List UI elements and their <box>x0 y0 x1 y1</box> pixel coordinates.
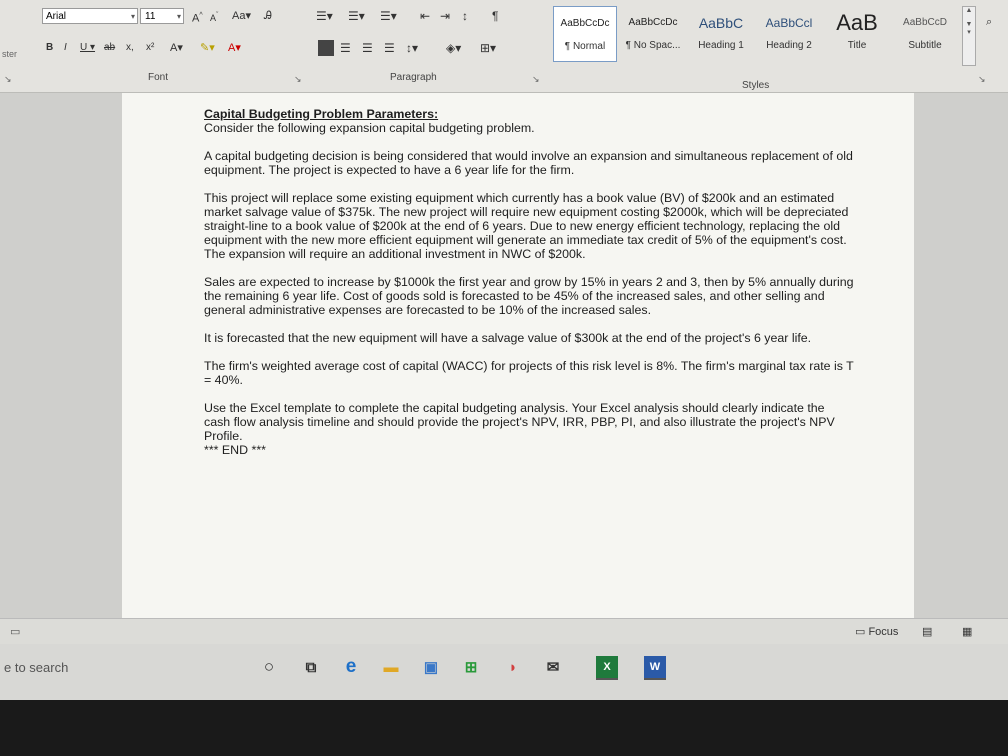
status-bar <box>0 618 1008 645</box>
proofing-icon[interactable]: ▭ <box>10 626 21 638</box>
shading-icon[interactable]: ◈▾ <box>446 41 462 55</box>
document-text <box>204 107 854 457</box>
print-layout-icon[interactable]: ▦ <box>962 626 973 638</box>
bold-button[interactable]: B <box>46 42 54 53</box>
change-case-button[interactable]: Aa▾ <box>232 10 251 22</box>
subscript-button[interactable]: x, <box>126 42 134 53</box>
clear-formatting-icon[interactable]: Ꭿ <box>264 10 272 22</box>
style-no-spacing[interactable]: AaBbCcDc ¶ No Spac... <box>625 17 681 51</box>
document-title: Capital Budgeting Problem Parameters: <box>204 107 439 121</box>
office-icon[interactable]: ◗ <box>508 658 518 676</box>
bullets-icon[interactable]: ☰▾ <box>316 9 333 23</box>
chevron-down-icon: ▾ <box>176 12 181 21</box>
superscript-button[interactable]: x² <box>146 42 155 53</box>
strikethrough-button[interactable]: ab <box>104 42 116 53</box>
find-icon[interactable]: ⌕ <box>986 16 993 28</box>
store-icon[interactable]: ▣ <box>423 659 439 676</box>
task-view-icon[interactable]: ⧉ <box>305 658 317 676</box>
decrease-indent-icon[interactable]: ⇤ <box>420 9 431 23</box>
underline-button[interactable]: U ▾ <box>80 42 96 53</box>
style-heading-1[interactable]: AaBbC Heading 1 <box>698 15 744 51</box>
numbering-icon[interactable]: ☰▾ <box>348 9 365 23</box>
styles-gallery <box>553 6 963 64</box>
line-spacing-icon[interactable]: ↕▾ <box>406 41 419 55</box>
document-page[interactable] <box>122 93 914 618</box>
mail-icon[interactable]: ✉ <box>546 659 560 676</box>
show-marks-icon[interactable]: ¶ <box>492 9 499 23</box>
excel-icon[interactable]: X <box>596 656 618 680</box>
align-center-icon[interactable]: ☰ <box>340 41 351 55</box>
ribbon <box>0 0 1008 93</box>
taskbar <box>0 644 1008 700</box>
borders-icon[interactable]: ⊞▾ <box>480 41 497 55</box>
style-normal[interactable]: AaBbCcDc ¶ Normal <box>553 6 617 62</box>
paragraph-1: A capital budgeting decision is being considered that would involve an expansion and simultaneous replacement of old equipment. The project is expected to have a 6 year life for the firm. <box>204 149 853 177</box>
style-subtitle[interactable]: AaBbCcD Subtitle <box>903 17 947 51</box>
grow-font-button[interactable]: A^ <box>192 12 203 25</box>
font-color-button[interactable]: A▾ <box>228 42 241 54</box>
paragraph-4: It is forecasted that the new equipment will have a salvage value of $300k at the end of the project's 6 year life. <box>204 331 812 345</box>
file-explorer-icon[interactable]: ▬ <box>383 658 399 676</box>
highlight-icon[interactable]: ✎▾ <box>200 42 215 54</box>
taskbar-search[interactable]: e to search <box>4 660 69 675</box>
focus-button[interactable]: ▭ Focus <box>855 626 899 638</box>
paragraph-6: Use the Excel template to complete the capital budgeting analysis. Your Excel analysis should clearly indicate the cash flow analysis timeline and should provide the project's NPV, IRR, PBP, PI, and also illustrate the project's NPV Profile. <box>204 401 835 443</box>
font-group-label: Font <box>148 72 169 83</box>
read-mode-icon[interactable]: ▤ <box>922 626 933 638</box>
dialog-launcher-icon[interactable]: ↘ <box>532 74 540 84</box>
increase-indent-icon[interactable]: ⇥ <box>440 9 451 23</box>
dialog-launcher-icon[interactable]: ↘ <box>4 74 12 84</box>
paragraph-3: Sales are expected to increase by $1000k the first year and grow by 15% in years 2 and 3, then by 5% annually during the remaining 6 year life. Cost of goods sold is forecasted to be 45% of the increased sales, and other selling and general administrative expenses are forecasted to be 10% of the increased sales. <box>204 275 854 317</box>
word-icon[interactable]: W <box>644 656 666 680</box>
app-icon[interactable]: ⊞ <box>464 659 478 676</box>
clipboard-label: ster <box>2 49 18 59</box>
cortana-icon[interactable]: ○ <box>263 657 275 676</box>
paragraph-5: The firm's weighted average cost of capital (WACC) for projects of this risk level is 8%. The firm's marginal tax rate is T = 40%. <box>204 359 854 387</box>
justify-icon[interactable]: ☰ <box>384 41 395 55</box>
shrink-font-button[interactable]: $A^ˇ$ <box>210 12 219 23</box>
multilevel-list-icon[interactable]: ☰▾ <box>380 9 397 23</box>
sort-icon[interactable]: ↕ <box>462 9 468 23</box>
style-heading-2[interactable]: AaBbCcl Heading 2 <box>765 16 813 51</box>
style-title[interactable]: AaB Title <box>836 10 878 51</box>
edge-icon[interactable]: e <box>345 656 357 677</box>
paragraph-group-label: Paragraph <box>390 72 437 83</box>
dialog-launcher-icon[interactable]: ↘ <box>978 74 986 84</box>
font-name-box[interactable]: Arial ▾ <box>42 8 138 24</box>
end-marker: *** END *** <box>204 443 266 457</box>
styles-group-label: Styles <box>742 80 770 91</box>
styles-scroll[interactable]: ▲ ▼ ▾ <box>962 6 976 66</box>
dialog-launcher-icon[interactable]: ↘ <box>294 74 302 84</box>
paragraph-2: This project will replace some existing equipment which currently has a book value (BV) of $200k and an estimated market salvage value of $375k. The new project will require new equipment costing $2000k, which will be depreciated straight-line to a book value of $200k at the end of 6 years. Due to new energy efficient technology, replacing the old equipment with the new more efficient equipment will generate an immediate tax credit of 5% of the equipment's cost. The expansion will require an additional investment in NWC of $200k. <box>204 191 849 261</box>
intro-paragraph: Consider the following expansion capital budgeting problem. <box>204 121 535 135</box>
font-size-box[interactable]: 11 ▾ <box>140 8 184 24</box>
align-left-icon[interactable] <box>318 40 334 56</box>
chevron-down-icon: ▾ <box>130 12 135 21</box>
document-area <box>0 93 1008 618</box>
italic-button[interactable]: I <box>64 42 67 53</box>
align-right-icon[interactable]: ☰ <box>362 41 373 55</box>
text-effects-button[interactable]: A▾ <box>170 42 183 54</box>
